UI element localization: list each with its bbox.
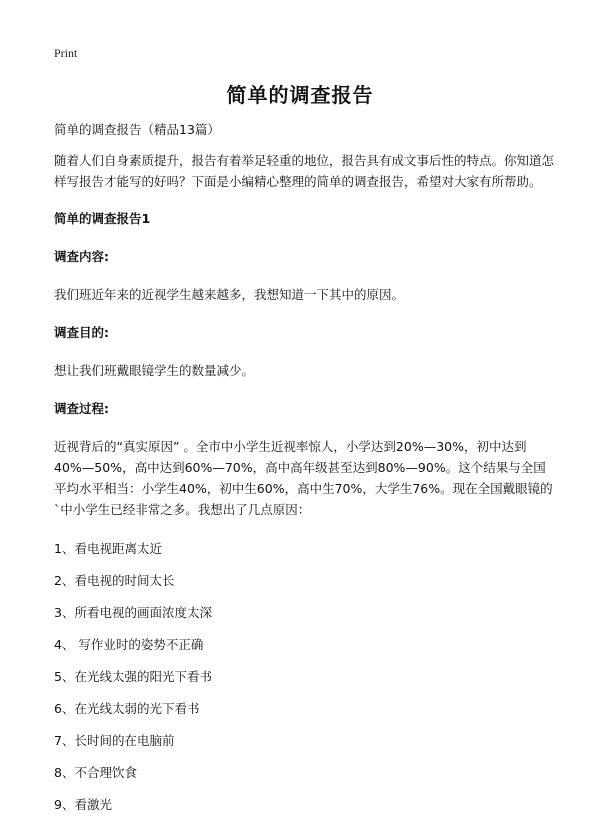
list-item: 1、看电视距离太近: [54, 541, 162, 556]
list-item: 4、 写作业时的姿势不正确: [54, 637, 204, 652]
document-body: [54, 119, 554, 826]
list-item: 7、长时间的在电脑前: [54, 733, 175, 748]
process-heading: 调查过程:: [54, 401, 109, 416]
list-item: 8、不合理饮食: [54, 765, 137, 780]
page-title: 简单的调查报告: [226, 83, 374, 107]
causes-list: [54, 538, 554, 815]
list-item: 9、看激光: [54, 797, 112, 812]
list-item: 5、在光线太强的阳光下看书: [54, 669, 212, 684]
content-heading: 调查内容:: [54, 249, 109, 264]
list-item: 6、在光线太弱的光下看书: [54, 701, 200, 716]
purpose-text: 想让我们班戴眼镜学生的数量减少。: [54, 363, 255, 378]
print-label: Print: [54, 46, 78, 60]
intro-paragraph: 随着人们自身素质提升，报告有着举足轻重的地位，报告具有成文事后性的特点。你知道怎样写报告才能写的好吗？下面是小编精心整理的简单的调查报告，希望对大家有所帮助。: [54, 153, 555, 189]
content-text: 我们班近年来的近视学生越来越多，我想知道一下其中的原因。: [54, 287, 405, 302]
list-item: 2、看电视的时间太长: [54, 573, 175, 588]
process-text: 近视背后的“真实原因” 。全市中小学生近视率惊人，小学达到20%—30%，初中达到40%—50%，高中达到60%—70%，高中高年级甚至达到80%—90%。这个结果与全国平均水平相当：小学生40%，初中生60%，高中生70%，大学生76%。现在全国戴眼镜的`中小学生已经非常之多。我想出了几点原因：: [54, 439, 553, 517]
document-subtitle: 简单的调查报告（精品13篇）: [54, 122, 220, 137]
list-item: 3、所看电视的画面浓度太深: [54, 605, 212, 620]
section-heading: 简单的调查报告1: [54, 211, 151, 226]
purpose-heading: 调查目的:: [54, 325, 109, 340]
